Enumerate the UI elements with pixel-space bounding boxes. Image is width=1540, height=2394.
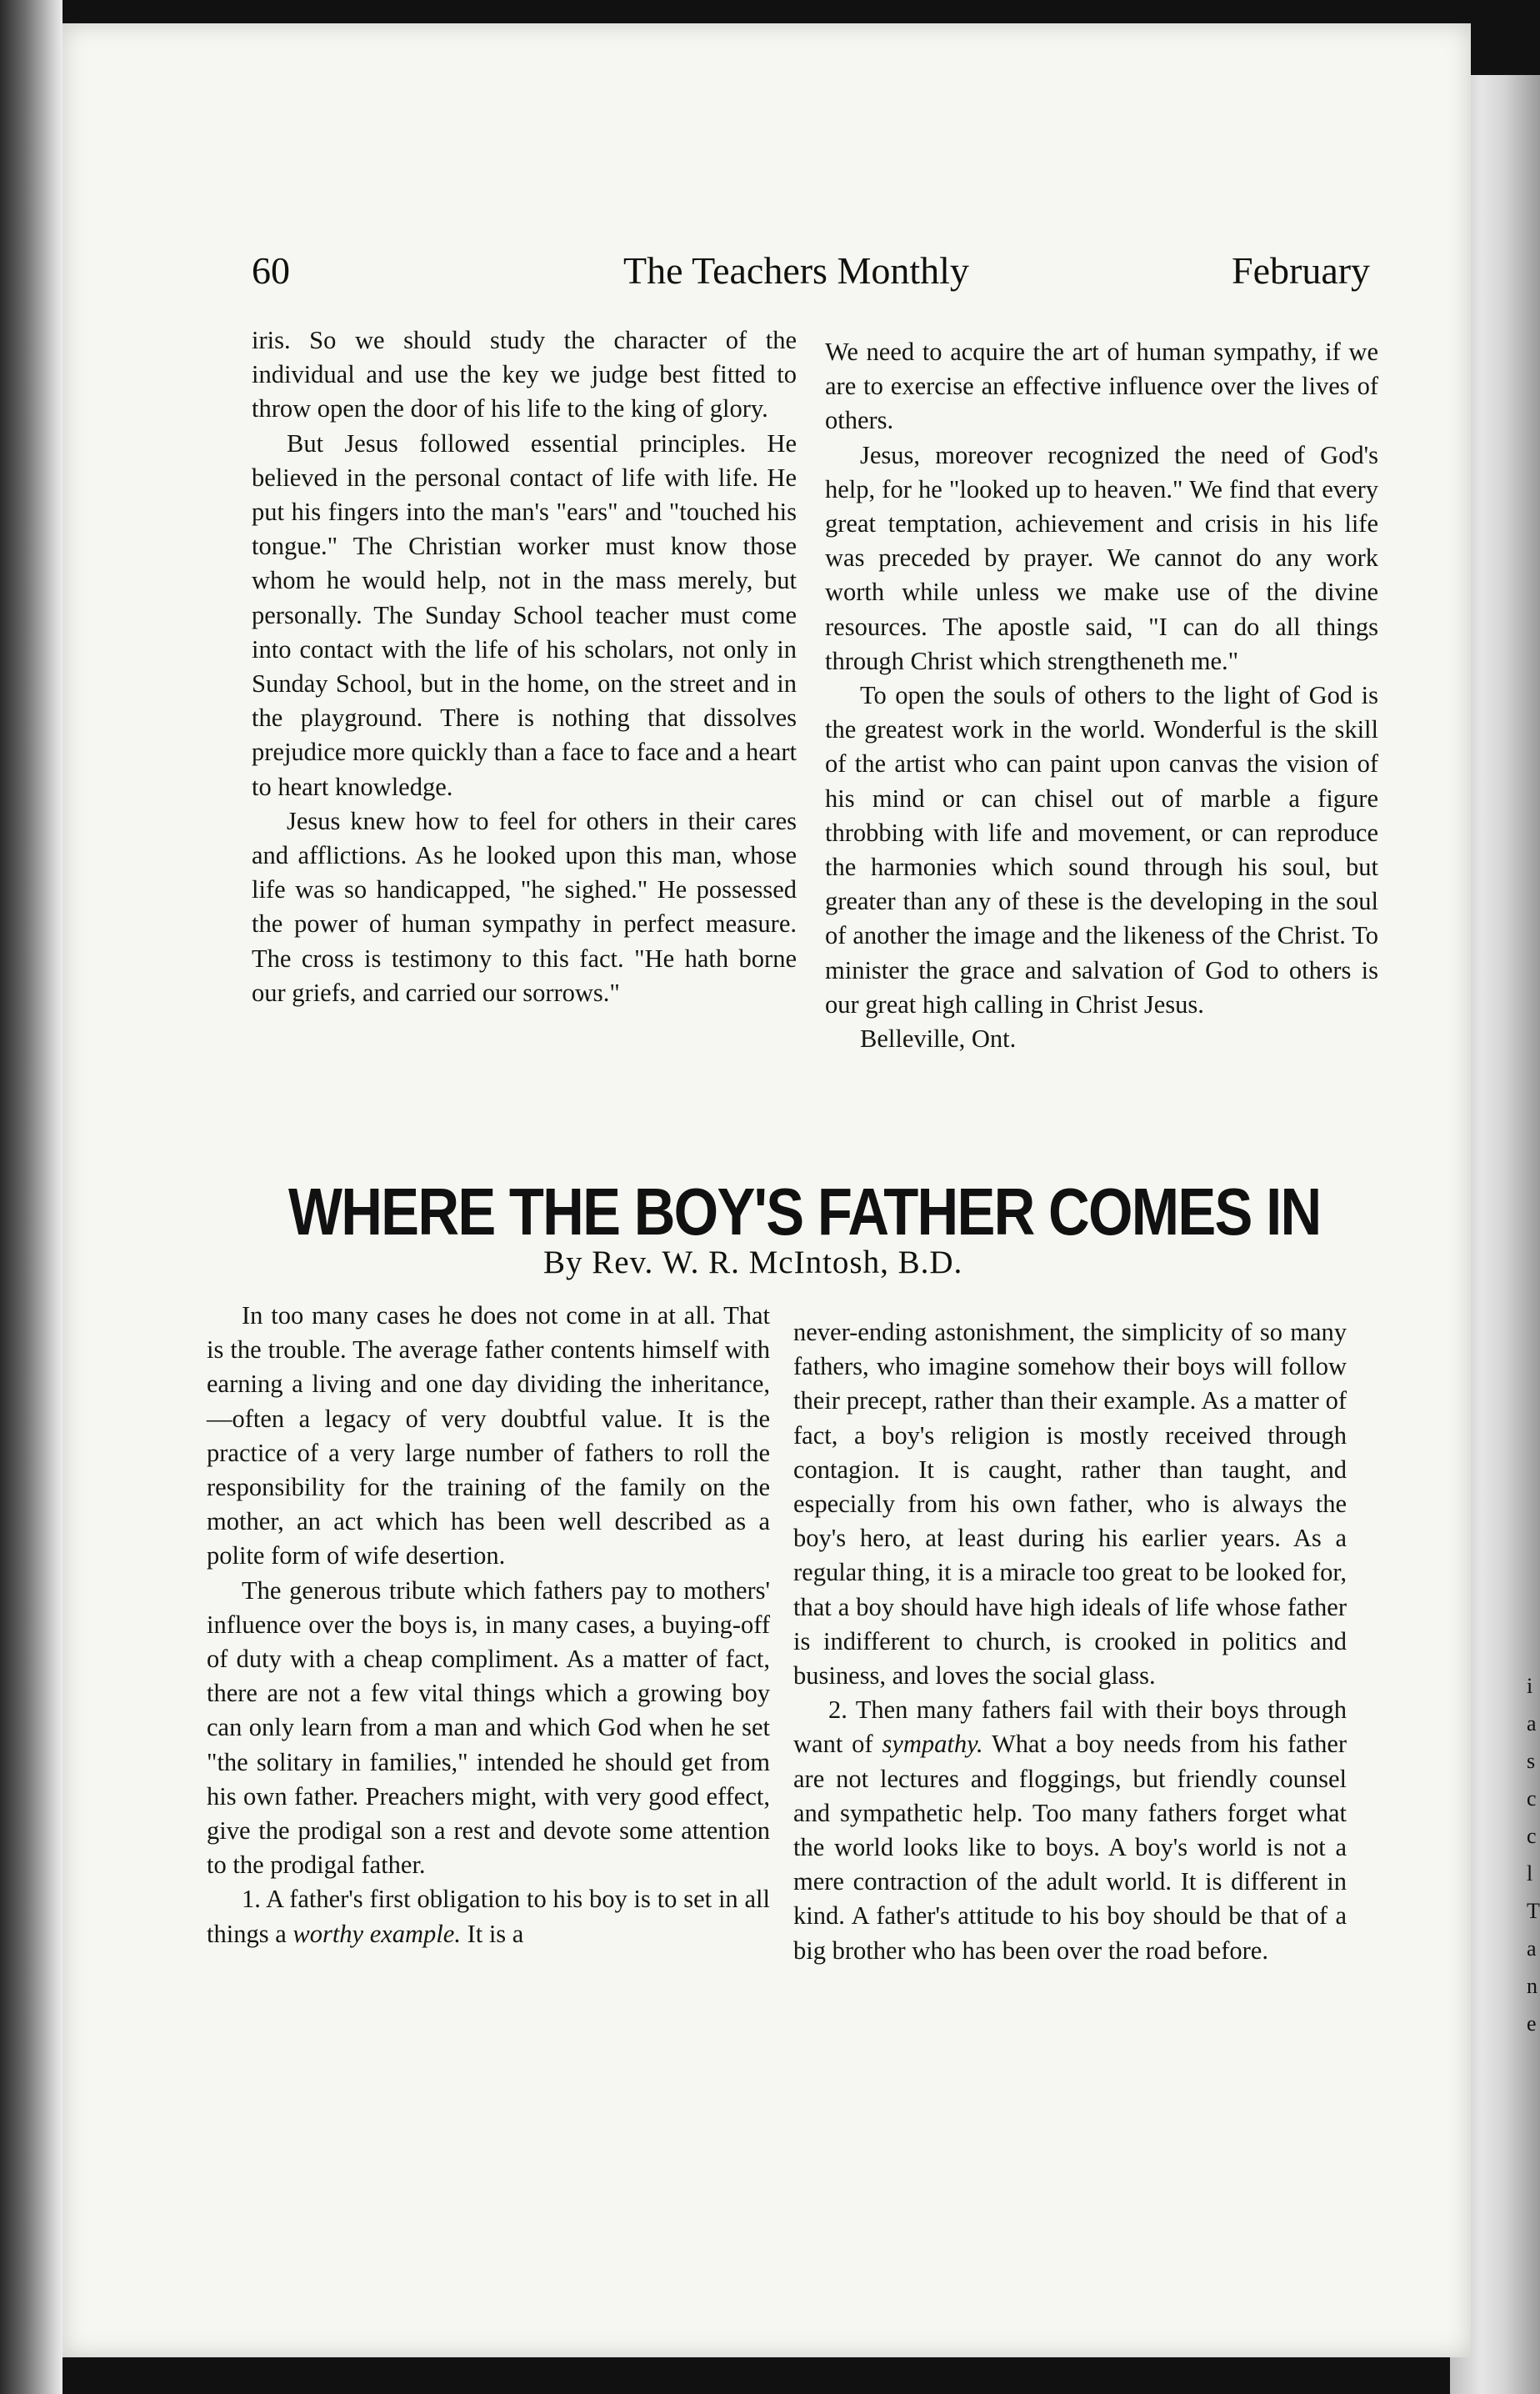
edge-letter: n — [1527, 1974, 1538, 1998]
paragraph — [793, 1693, 1347, 1968]
paragraph-text: 2. Then many fathers fail with their boys through want of — [793, 1695, 1347, 1759]
article-byline: By Rev. W. R. McIntosh, B.D. — [543, 1245, 963, 1280]
place-signature: Belleville, Ont. — [860, 1024, 1017, 1054]
emphasis-text: sympathy. — [882, 1730, 983, 1759]
paragraph: The generous tribute which fathers pay to mothers' influence over the boys is, in many cases, a buying-off of duty with a cheap compliment. As a matter of fact, there are not a few vital things which a growing boy can only learn from a man and which God when he set "the solitary in families," intended he should get from his own father. Preachers might, with very good effect, give the prodigal son a rest and devote some attention to the prodigal father. — [207, 1575, 770, 1880]
paragraph-text: It is a — [467, 1919, 524, 1948]
adjacent-page-letters — [1527, 1667, 1540, 2042]
paragraph: To open the souls of others to the light of God is the greatest work in the world. Wonderful is the skill of the artist who can paint upon canvas the vision of his mind or can chisel out of marble a figure throbbing with life and movement, or can reproduce the harmonies which sound through his soul, but greater than any of these is the developing in the soul of another the image and the likeness of the Christ. To minister the grace and salvation of God to others is our great high calling in Christ Jesus. — [825, 681, 1378, 1019]
top-left-column — [252, 323, 797, 1010]
edge-letter: T — [1527, 1899, 1540, 1923]
paragraph: Jesus knew how to feel for others in their cares and afflictions. As he looked upon this man, whose life was so handicapped, "he sighed." He possessed the power of human sympathy in perfect measure. The cross is testimony to this fact. "He hath borne our griefs, and carried our sorrows." — [252, 806, 797, 1007]
running-title: The Teachers Monthly — [623, 249, 969, 292]
paragraph: We need to acquire the art of human sympathy, if we are to exercise an effective influence over the lives of others. — [825, 338, 1378, 435]
edge-letter: a — [1527, 1936, 1537, 1961]
article-right-column — [793, 1315, 1347, 1968]
emphasis-text: worthy example. — [292, 1919, 461, 1948]
article-left-column — [207, 1299, 770, 1951]
top-right-column — [825, 335, 1378, 1056]
paragraph: In too many cases he does not come in at all. That is the trouble. The average father contents himself with earning a living and one day dividing the inheritance,—often a legacy of very doubtful value. It is the practice of a very large number of fathers to roll the responsibility for the training of the family on the mother, an act which has been well described as a polite form of wife desertion. — [207, 1301, 770, 1570]
article-title: WHERE THE BOY'S FATHER COMES IN — [288, 1174, 1321, 1249]
edge-letter: a — [1527, 1711, 1537, 1735]
paragraph-text: 1. A father's first obligation to his boy is to set in all things a — [207, 1885, 770, 1948]
edge-letter: l — [1527, 1861, 1533, 1886]
book-binding-gutter — [0, 0, 62, 2394]
paragraph — [207, 1882, 770, 1951]
page-number: 60 — [252, 249, 290, 292]
edge-letter: c — [1527, 1824, 1537, 1848]
paragraph-text: What a boy needs from his father are not lectures and floggings, but friendly counsel and sympathetic help. Too many fathers forget what the world looks like to boys. A boy's world is not a mere contraction of the adult world. It is different in kind. A father's attitude to his boy should be that of a big brother who has been over the road before. — [793, 1730, 1348, 1965]
issue-month: February — [1232, 249, 1371, 292]
edge-letter: c — [1527, 1786, 1537, 1811]
edge-letter: s — [1527, 1749, 1536, 1773]
paragraph: But Jesus followed essential principles. He believed in the personal contact of life with life. He put his fingers into the man's "ears" and "touched his tongue." The Christian worker must know those whom he would help, not in the mass merely, but personally. The Sunday School teacher must come into contact with the life of his scholars, not only in Sunday School, but in the home, on the street and in the playground. There is nothing that dissolves prejudice more quickly than a face to face and a heart to heart knowledge. — [252, 428, 797, 801]
edge-letter: i — [1527, 1674, 1533, 1698]
paragraph: Jesus, moreover recognized the need of God's help, for he "looked up to heaven." We find that every great temptation, achievement and crisis in his life was preceded by prayer. We cannot do any work worth while unless we make use of the divine resources. The apostle said, "I can do all things through Christ which strengtheneth me." — [825, 440, 1378, 675]
edge-letter: e — [1527, 2011, 1537, 2036]
paragraph: never-ending astonishment, the simplicity of so many fathers, who imagine somehow their boys will follow their precept, rather than their example. As a matter of fact, a boy's religion is mostly received through contagion. It is caught, rather than taught, and especially from his own father, who is always the boy's hero, at least during his earlier years. As a regular thing, it is a miracle too great to be looked for, that a boy should have high ideals of life whose father is indifferent to church, is crooked in politics and business, and loves the social glass. — [793, 1318, 1347, 1690]
paragraph: iris. So we should study the character of the individual and use the key we judge best fitted to throw open the door of his life to the king of glory. — [252, 326, 797, 423]
